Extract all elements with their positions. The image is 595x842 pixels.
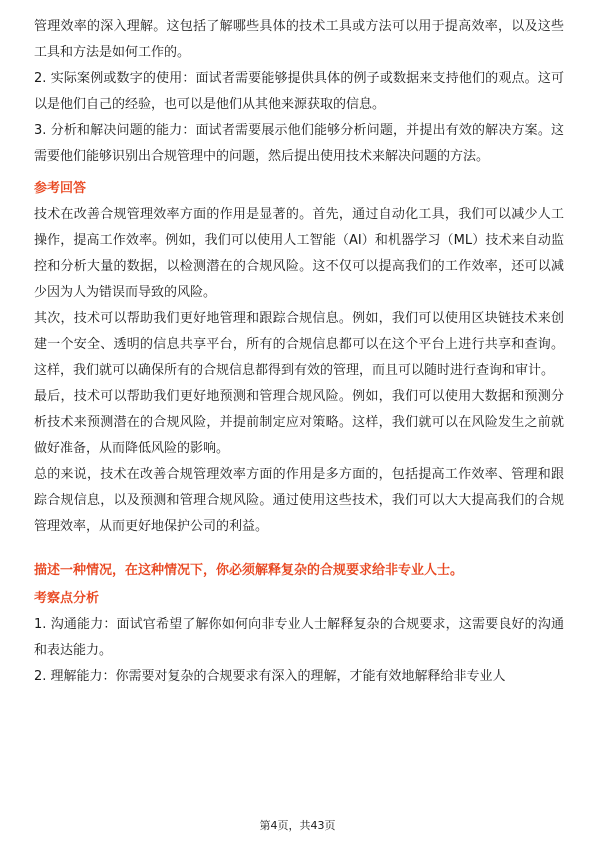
intro-paragraph-1: 管理效率的深入理解。这包括了解哪些具体的技术工具或方法可以用于提高效率，以及这些工具和方法是如何工作的。 <box>34 19 564 60</box>
page-footer: 第4页，共43页 <box>259 819 336 832</box>
document-page <box>34 14 564 690</box>
analysis-paragraph-2: 2. 理解能力：你需要对复杂的合规要求有深入的理解，才能有效地解释给非专业人 <box>34 669 506 684</box>
answer-paragraph-2: 其次，技术可以帮助我们更好地管理和跟踪合规信息。例如，我们可以使用区块链技术来创建一个安全、透明的信息共享平台，所有的合规信息都可以在这个平台上进行共享和查询。这样，我们就可以确保所有的合规信息都得到有效的管理，而且可以随时进行查询和审计。 <box>34 311 564 378</box>
analysis-paragraph-1: 1. 沟通能力：面试官希望了解你如何向非专业人士解释复杂的合规要求，这需要良好的沟通和表达能力。 <box>34 617 564 658</box>
answer-paragraph-4: 总的来说，技术在改善合规管理效率方面的作用是多方面的，包括提高工作效率、管理和跟踪合规信息，以及预测和管理合规风险。通过使用这些技术，我们可以大大提高我们的合规管理效率，从而更好地保护公司的利益。 <box>34 467 564 534</box>
reference-answer-heading: 参考回答 <box>34 181 87 196</box>
intro-paragraph-3: 3. 分析和解决问题的能力：面试者需要展示他们能够分析问题，并提出有效的解决方案。这需要他们能够识别出合规管理中的问题，然后提出使用技术来解决问题的方法。 <box>34 123 564 164</box>
answer-paragraph-3: 最后，技术可以帮助我们更好地预测和管理合规风险。例如，我们可以使用大数据和预测分析技术来预测潜在的合规风险，并提前制定应对策略。这样，我们就可以在风险发生之前就做好准备，从而降低风险的影响。 <box>34 389 564 456</box>
intro-paragraph-2: 2. 实际案例或数字的使用：面试者需要能够提供具体的例子或数据来支持他们的观点。这可以是他们自己的经验，也可以是他们从其他来源获取的信息。 <box>34 71 564 112</box>
interview-question: 描述一种情况，在这种情况下，你必须解释复杂的合规要求给非专业人士。 <box>34 563 464 578</box>
answer-paragraph-1: 技术在改善合规管理效率方面的作用是显著的。首先，通过自动化工具，我们可以减少人工操作，提高工作效率。例如，我们可以使用人工智能（AI）和机器学习（ML）技术来自动监控和分析大量的数据，以检测潜在的合规风险。这不仅可以提高我们的工作效率，还可以减少因为人为错误而导致的风险。 <box>34 207 564 300</box>
analysis-heading: 考察点分析 <box>34 591 100 606</box>
